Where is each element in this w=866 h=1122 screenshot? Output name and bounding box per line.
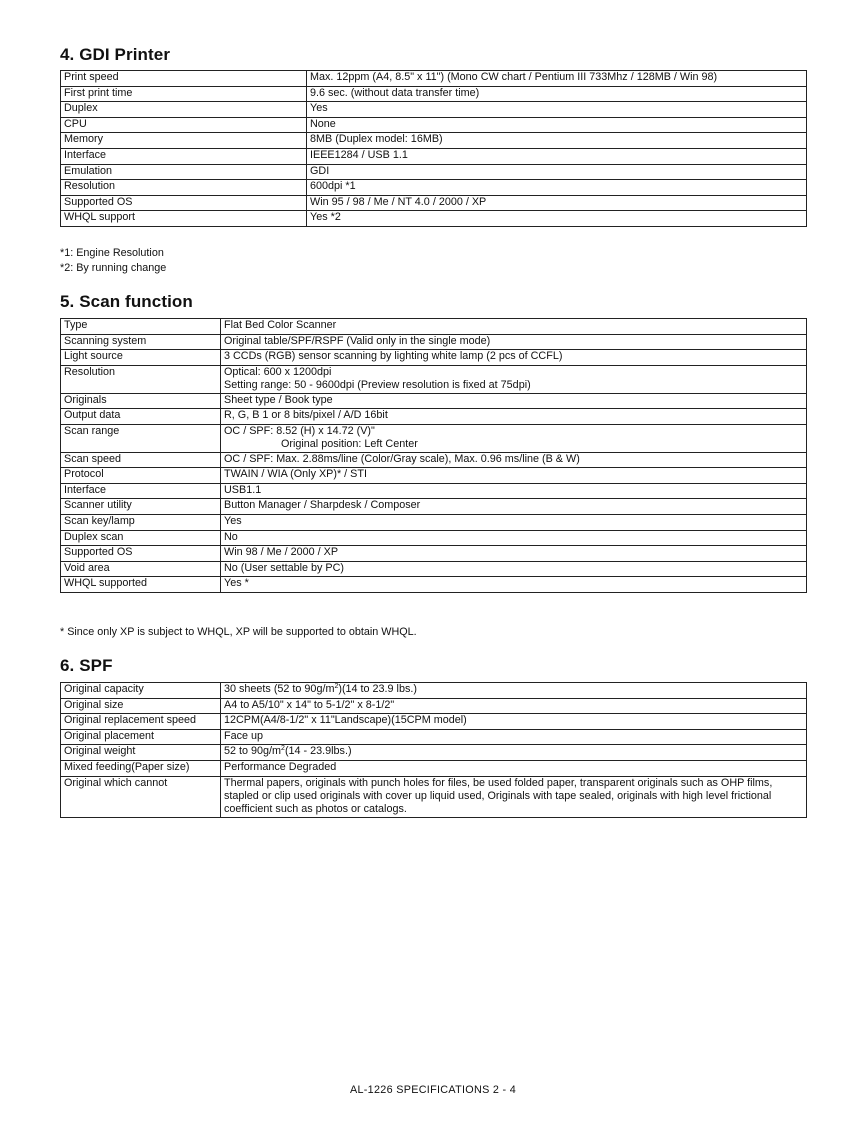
table-row: Emulation GDI [61,164,807,180]
table-row: Scan range OC / SPF: 8.52 (H) x 14.72 (V)" Original position: Left Center [61,424,807,452]
table-row: Original which cannot Thermal papers, originals with punch holes for files, be used folded paper, transparent originals such as OHP films, stapled or clip used originals with cover up liquid used, Originals with tape sealed, originals with high level frictional coefficient such as photos or catalogs. [61,776,807,817]
scan-function-table [60,318,807,593]
gdi-printer-heading: 4. GDI Printer [60,45,171,64]
scan-function-heading: 5. Scan function [60,292,193,311]
table-row: Original weight 52 to $90g/m^2(14 - 23.9lbs.)$ [61,745,807,761]
table-row: Original replacement speed 12CPM(A4/8-1/2" x 11"Landscape)(15CPM model) [61,714,807,730]
table-row: Scanner utility Button Manager / Sharpdesk / Composer [61,499,807,515]
table-row: Resolution 600dpi *1 [61,180,807,196]
table-row: Original placement Face up [61,729,807,745]
table-row: Mixed feeding(Paper size) Performance Degraded [61,760,807,776]
table-row: WHQL support Yes *2 [61,211,807,227]
table-row: Supported OS Win 95 / 98 / Me / NT 4.0 / 2000 / XP [61,195,807,211]
spf-heading: 6. SPF [60,656,113,675]
table-row: CPU None [61,117,807,133]
table-row: Light source 3 CCDs (RGB) sensor scanning by lighting white lamp (2 pcs of CCFL) [61,350,807,366]
table-row: Scan speed OC / SPF: Max. 2.88ms/line (Color/Gray scale), Max. 0.96 ms/line (B & W) [61,452,807,468]
table-row: First print time 9.6 sec. (without data transfer time) [61,86,807,102]
table-row: Print speed Max. 12ppm (A4, 8.5" x 11") (Mono CW chart / Pentium III 733Mhz / 128MB / Win 98) [61,71,807,87]
scan-footnote: * Since only XP is subject to WHQL, XP will be supported to obtain WHQL. [60,626,417,638]
gdi-footnote-1: *1: Engine Resolution [60,247,164,259]
table-row: Memory 8MB (Duplex model: 16MB) [61,133,807,149]
gdi-footnote-2: *2: By running change [60,262,167,274]
gdi-printer-table [60,70,807,227]
table-row: Original size A4 to A5/10" x 14" to 5-1/2" x 8-1/2" [61,698,807,714]
table-row: Type Flat Bed Color Scanner [61,319,807,335]
table-row: Original capacity 30 sheets (52 to $90g/m^2)(14$ to 23.9 lbs.) [61,683,807,699]
table-row: WHQL supported Yes * [61,577,807,593]
table-row: Void area No (User settable by PC) [61,561,807,577]
table-row: Resolution Optical: 600 x 1200dpi Setting range: 50 - 9600dpi (Preview resolution is fixed at 75dpi) [61,365,807,393]
table-row: Interface USB1.1 [61,483,807,499]
table-row: Supported OS Win 98 / Me / 2000 / XP [61,546,807,562]
table-row: Scan key/lamp Yes [61,514,807,530]
table-row: Originals Sheet type / Book type [61,393,807,409]
table-row: Interface IEEE1284 / USB 1.1 [61,148,807,164]
table-row: Duplex scan No [61,530,807,546]
table-row: Duplex Yes [61,102,807,118]
page-footer: AL-1226 SPECIFICATIONS 2 - 4 [349,1084,516,1096]
table-row: Output data R, G, B 1 or 8 bits/pixel / A/D 16bit [61,409,807,425]
spf-table [60,682,807,818]
table-row: Protocol TWAIN / WIA (Only XP)* / STI [61,468,807,484]
table-row: Scanning system Original table/SPF/RSPF (Valid only in the single mode) [61,334,807,350]
